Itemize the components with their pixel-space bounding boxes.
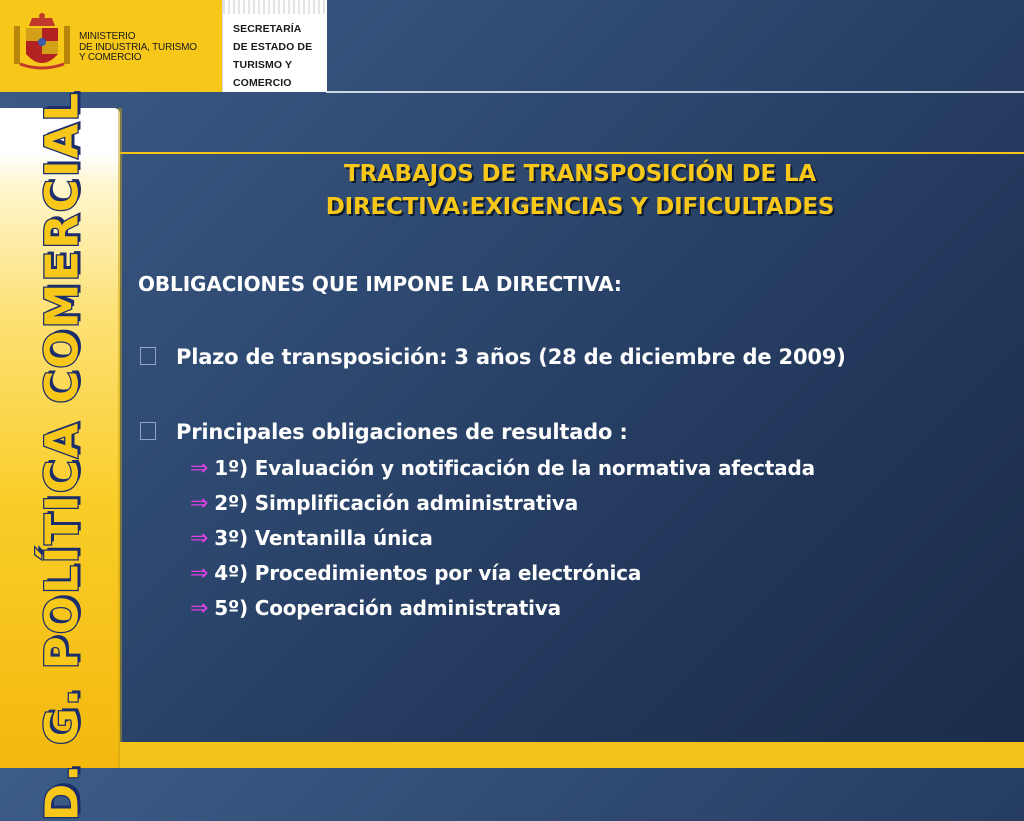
coat-of-arms-icon xyxy=(12,12,72,78)
bullet-item: Principales obligaciones de resultado : xyxy=(140,420,628,444)
sub-list-item: ⇒ 4º) Procedimientos por vía electrónica xyxy=(190,561,642,586)
double-arrow-icon: ⇒ xyxy=(190,491,209,516)
ministry-name: MINISTERIO DE INDUSTRIA, TURISMO Y COMERCIO xyxy=(79,31,197,63)
sub-list-item: ⇒ 5º) Cooperación administrativa xyxy=(190,596,561,621)
title-divider xyxy=(120,152,1024,154)
bullet-square-icon xyxy=(140,422,156,440)
sub-list-item: ⇒ 2º) Simplificación administrativa xyxy=(190,491,578,516)
slide-subtitle: OBLIGACIONES QUE IMPONE LA DIRECTIVA: xyxy=(138,272,622,296)
secretaria-box xyxy=(222,0,327,92)
double-arrow-icon: ⇒ xyxy=(190,596,209,621)
ministry-logo-box xyxy=(0,0,222,92)
bullet-item: Plazo de transposición: 3 años (28 de diciembre de 2009) xyxy=(140,345,846,369)
bullet-square-icon xyxy=(140,347,156,365)
sub-list-item: ⇒ 3º) Ventanilla única xyxy=(190,526,433,551)
double-arrow-icon: ⇒ xyxy=(190,526,209,551)
bottom-bar xyxy=(120,742,1024,768)
side-panel-edge xyxy=(118,108,122,768)
header-divider xyxy=(326,91,1024,93)
sub-list-item: ⇒ 1º) Evaluación y notificación de la normativa afectada xyxy=(190,456,815,481)
side-panel-title: D. G. POLÍTICA COMERCIAL xyxy=(35,90,89,821)
slide-title: TRABAJOS DE TRANSPOSICIÓN DE LA DIRECTIVA:EXIGENCIAS Y DIFICULTADES xyxy=(325,161,835,220)
double-arrow-icon: ⇒ xyxy=(190,456,209,481)
double-arrow-icon: ⇒ xyxy=(190,561,209,586)
secretaria-name: SECRETARÍA DE ESTADO DE TURISMO Y COMERCIO xyxy=(233,23,313,89)
